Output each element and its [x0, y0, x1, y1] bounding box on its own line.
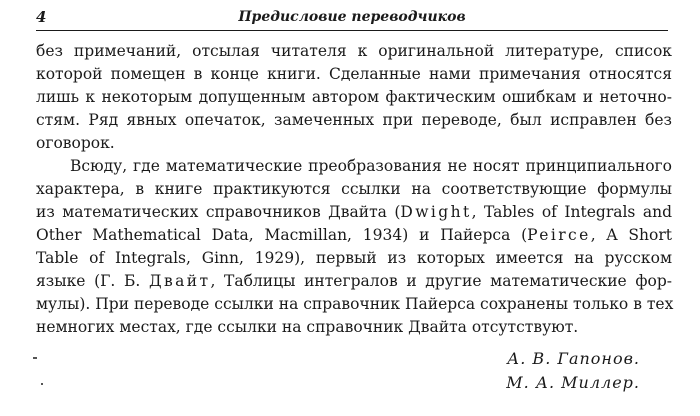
text-fragment: , A Short — [590, 226, 672, 244]
paragraph-2-line-7: мулы). При переводе ссылки на справочник Пайерса сохранены только в тех — [36, 295, 674, 313]
page-number: 4 — [36, 8, 47, 26]
paragraph-2-line-8: немногих местах, где ссылки на справочник Двайта отсутствуют. — [36, 318, 579, 336]
paragraph-2-line-3 — [36, 201, 672, 223]
text-fragment: языке (Г. Б. — [36, 272, 149, 290]
paragraph-1-line-4: стям. Ряд явных опечаток, замеченных при переводе, был исправлен без — [36, 111, 672, 129]
scan-speck — [41, 383, 43, 385]
signature-gaponov: А. В. Гапонов. — [507, 349, 640, 368]
paragraph-2-line-4 — [36, 224, 672, 246]
text-fragment: , Таблицы интегралов и другие математические фор- — [210, 272, 672, 290]
paragraph-2-line-2: характера, в книге практикуются ссылки на соответствующие формулы — [36, 180, 672, 198]
paragraph-1-line-3: лишь к некоторым допущенным автором фактическим ошибкам и неточно- — [36, 88, 672, 106]
running-header — [36, 8, 668, 31]
paragraph-2-line-1: Всюду, где математические преобразования не носят принципиального — [70, 157, 672, 175]
author-name-peirce: Peirce — [527, 226, 591, 244]
scan-speck — [33, 357, 37, 359]
signature-miller: М. А. Миллер. — [506, 373, 640, 392]
paragraph-2-line-6 — [36, 270, 672, 292]
paragraph-1-line-1: без примечаний, отсылая читателя к оригинальной литературе, список — [36, 42, 672, 60]
text-fragment: из математических справочников Двайта ( — [36, 203, 401, 221]
paragraph-2-line-5: Table of Integrals, Ginn, 1929), первый из которых имеется на русском — [36, 249, 672, 267]
author-name-dvait: Двайт — [148, 272, 211, 290]
author-name-dwight: Dwight — [400, 203, 472, 221]
text-fragment: , Tables of Integrals and — [471, 203, 672, 221]
text-fragment: Other Mathematical Data, Macmillan, 1934) и Пайерса ( — [36, 226, 528, 244]
running-title: Предисловие переводчиков — [238, 9, 466, 25]
paragraph-1-line-5: оговорок. — [36, 134, 115, 152]
paragraph-1-line-2: которой помещен в конце книги. Сделанные нами примечания относятся — [36, 65, 672, 83]
